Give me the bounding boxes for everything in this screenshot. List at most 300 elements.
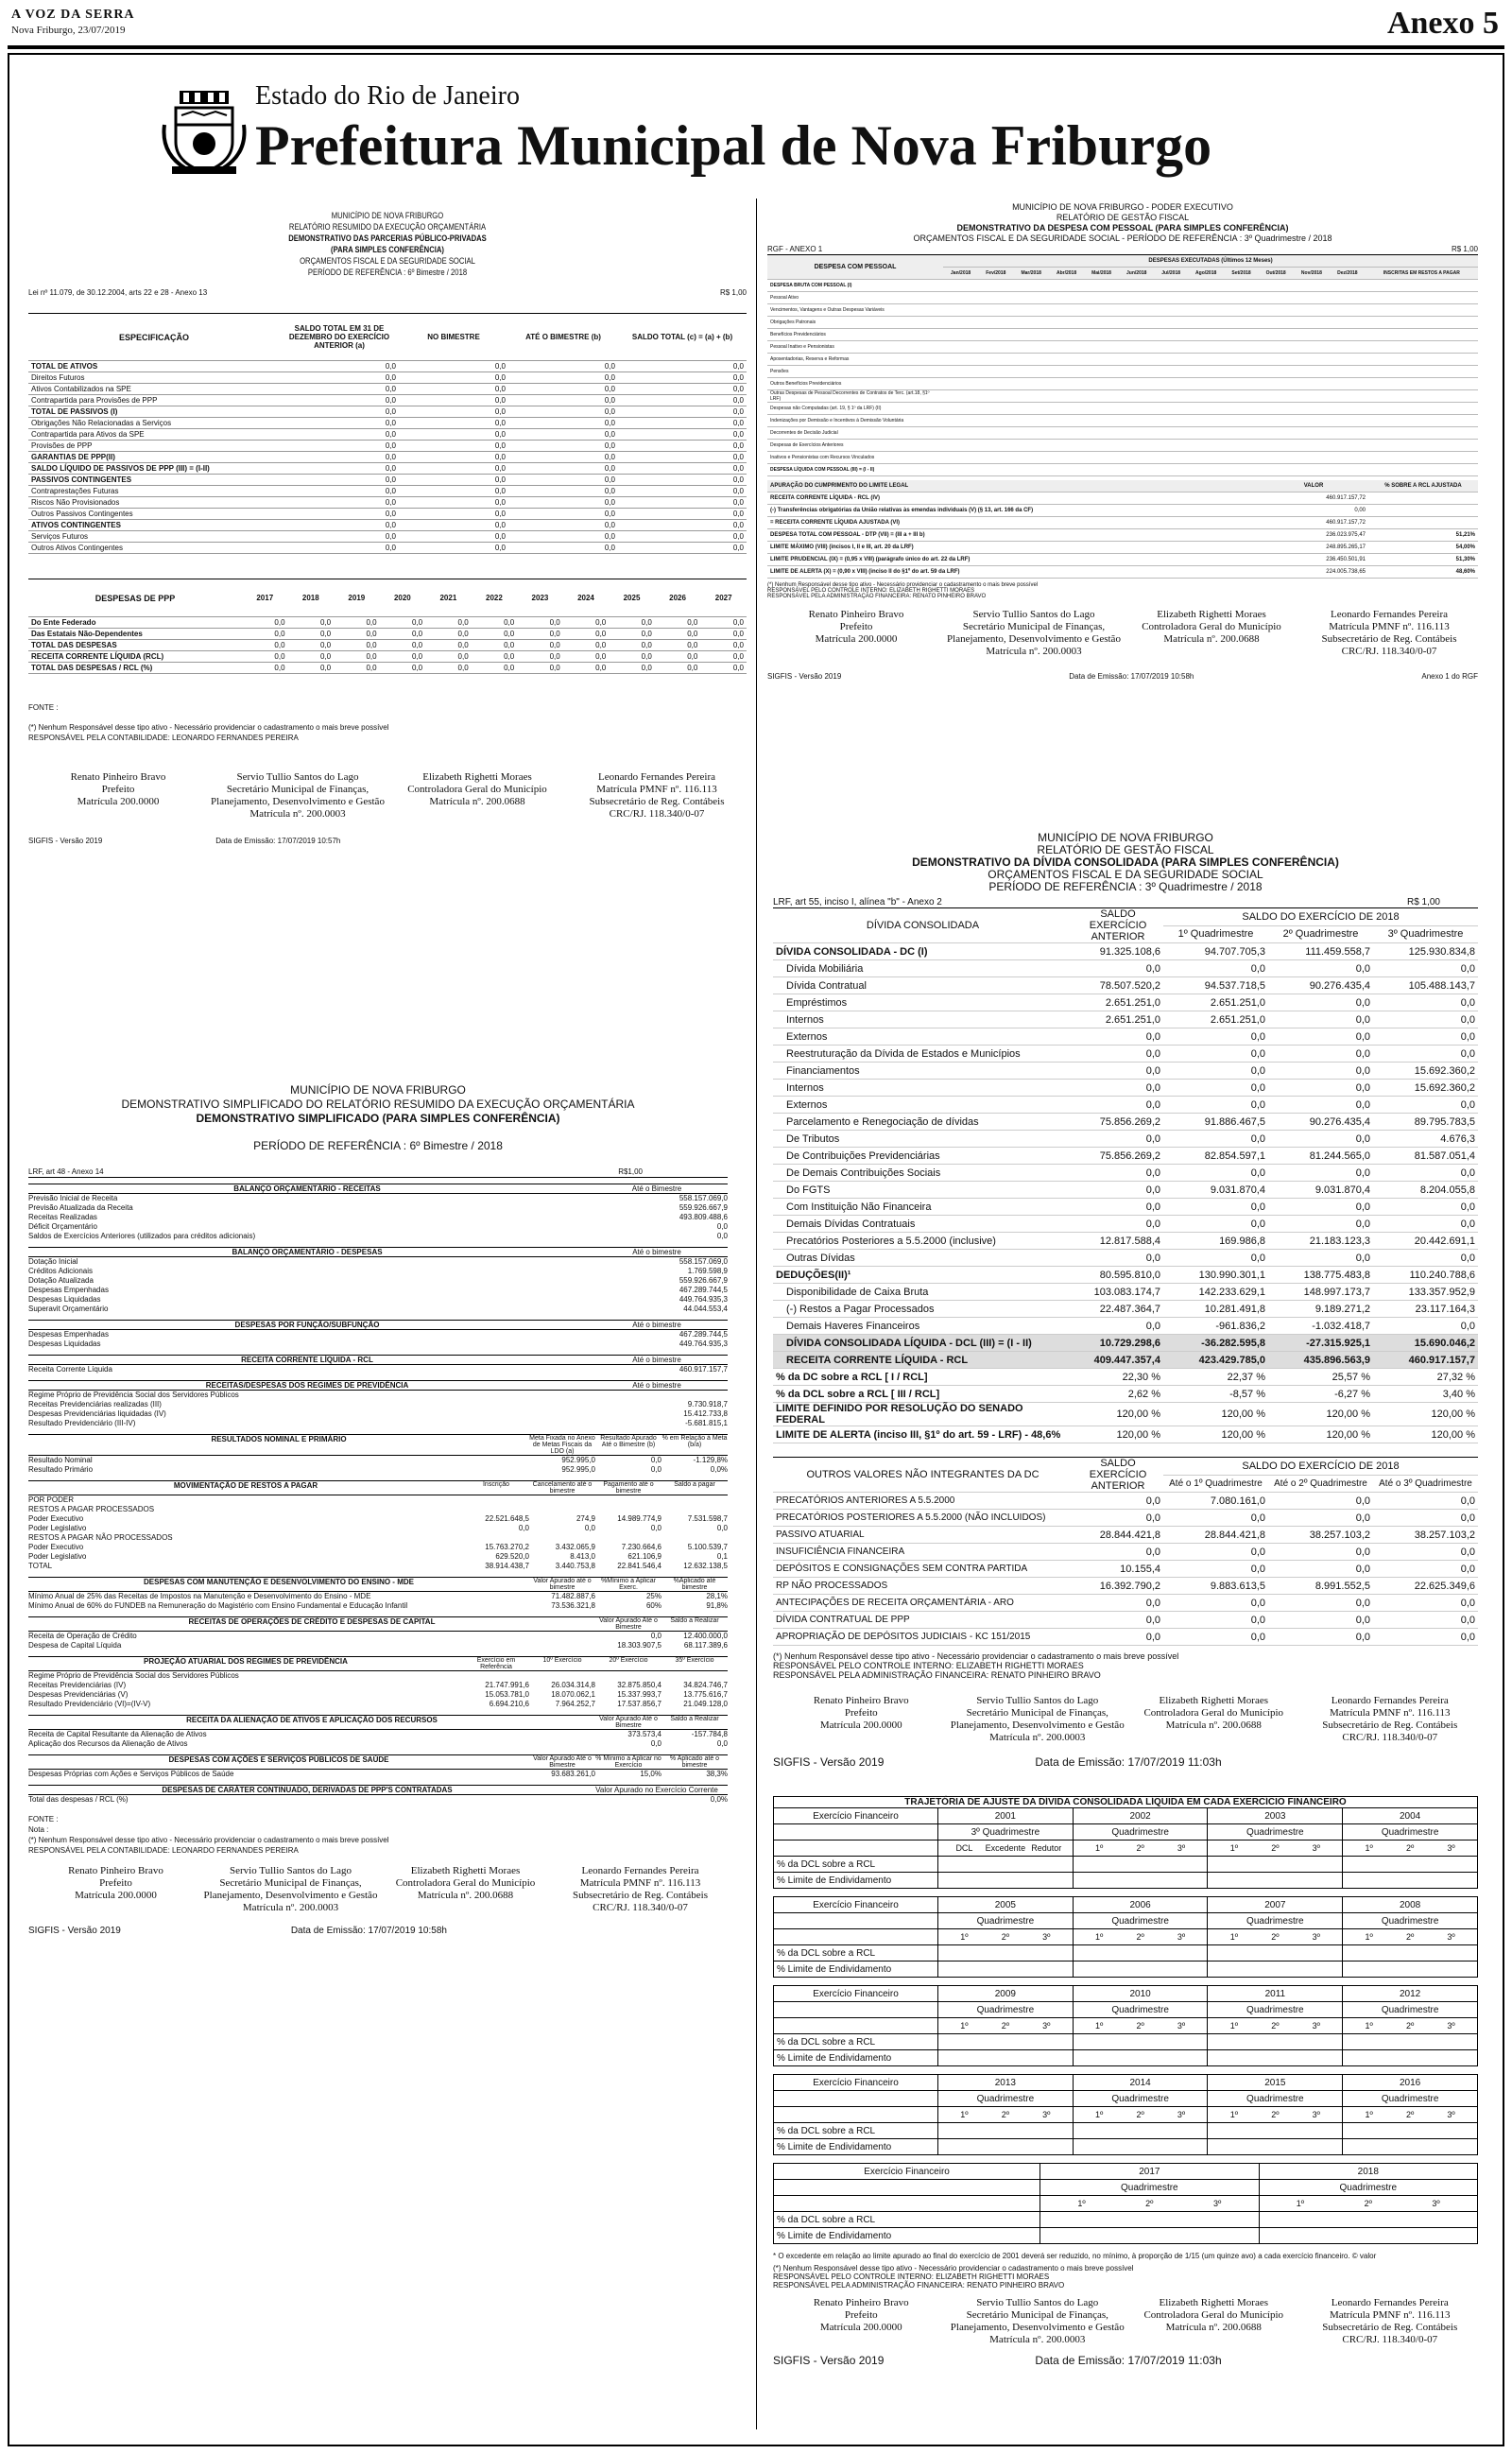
simp-sigfis: SIGFIS - Versão 2019 xyxy=(28,1926,121,1936)
item-value: 559.926.667,9 xyxy=(679,1276,728,1285)
item-value: 449.764.935,3 xyxy=(679,1295,728,1304)
cell-value xyxy=(1084,390,1119,403)
cell-value: 0,0 xyxy=(517,651,563,663)
ppp-col-spec: ESPECIFICAÇÃO xyxy=(28,314,280,361)
cell-value: 7.080.161,0 xyxy=(1163,1493,1268,1510)
traj-year: 2009 xyxy=(938,1986,1074,2002)
row-label: Pensões xyxy=(767,366,943,378)
traj-cell xyxy=(1343,1945,1478,1961)
traj-cell xyxy=(1073,2034,1208,2050)
cell-value: 0,0 xyxy=(280,406,399,418)
cell-value xyxy=(1259,378,1294,390)
cell-value xyxy=(1155,390,1188,403)
list-item xyxy=(28,1671,728,1681)
traj-year-row xyxy=(774,1808,1478,1824)
pes-limits-col1: VALOR xyxy=(1259,480,1368,493)
cell-value: 94.537.718,5 xyxy=(1163,977,1268,994)
cell-value: 38.257.103,2 xyxy=(1268,1527,1373,1544)
row-label: Contrapartida para Ativos da SPE xyxy=(28,429,280,441)
row-label: Parcelamento e Renegociação de dívidas xyxy=(773,1114,1073,1131)
section-title: MOVIMENTAÇÃO DE RESTOS A PAGAR xyxy=(173,1481,318,1490)
item-value: 34.824.746,7 xyxy=(683,1681,728,1689)
item-value xyxy=(595,1505,662,1514)
traj-sub-label: Redutor xyxy=(1031,1842,1062,1853)
table-row xyxy=(28,361,747,372)
cell-value: 0,0 xyxy=(399,395,508,406)
row-value: 460.917.157,72 xyxy=(1259,493,1368,505)
list-item xyxy=(28,1222,728,1232)
simplified-report xyxy=(28,1083,728,1936)
cell-value xyxy=(1259,390,1294,403)
cell-value xyxy=(943,366,978,378)
traj-cell xyxy=(1073,2139,1208,2155)
cell-value: 0,0 xyxy=(472,663,518,674)
row-label: INSUFICIÊNCIA FINANCEIRA xyxy=(773,1544,1073,1561)
cell-value: 130.990.301,1 xyxy=(1163,1267,1268,1284)
cell-value: 111.459.558,7 xyxy=(1268,943,1373,960)
cell-value xyxy=(1119,280,1155,292)
cell-value xyxy=(1294,415,1330,427)
traj-quad: Quadrimestre xyxy=(938,2002,1074,2018)
item-value: 0,0 xyxy=(650,1465,662,1474)
cell-value: 75.856.269,2 xyxy=(1073,1114,1163,1131)
traj-row-label: % da DCL sobre a RCL xyxy=(774,2212,1040,2228)
cell-value xyxy=(1188,280,1225,292)
table-row xyxy=(773,1352,1478,1369)
cell-value: 90.276.435,4 xyxy=(1268,1114,1373,1131)
row-label: Despesas não Computadas (art. 19, § 1º da LRF) (II) xyxy=(767,403,943,415)
traj-quad-row xyxy=(774,1913,1478,1929)
traj-sub-label: 3º xyxy=(1312,2020,1320,2031)
item-value: 629.520,0 xyxy=(495,1552,529,1561)
traj-year: 2015 xyxy=(1208,2075,1343,2091)
cell-value: 2.651.251,0 xyxy=(1073,994,1163,1011)
cell-value xyxy=(1084,415,1119,427)
cell-value xyxy=(1155,292,1188,304)
traj-row-label: % da DCL sobre a RCL xyxy=(774,2123,938,2139)
cell-value xyxy=(1366,329,1478,341)
traj-quad: Quadrimestre xyxy=(1073,1913,1208,1929)
cell-value: 15.690.046,2 xyxy=(1373,1335,1478,1352)
table-row xyxy=(28,617,747,629)
ppp-h5: ORÇAMENTOS FISCAL E DA SEGURIDADE SOCIAL xyxy=(300,256,475,266)
traj-sub-label: 3º xyxy=(1177,1931,1186,1942)
cell-value: 0,0 xyxy=(1373,1612,1478,1629)
cell-value: 0,0 xyxy=(1073,1250,1163,1267)
table-row xyxy=(767,366,1478,378)
cell-value xyxy=(1049,280,1084,292)
dc-h2: RELATÓRIO DE GESTÃO FISCAL xyxy=(1037,843,1214,856)
cell-value xyxy=(1294,280,1330,292)
cell-value xyxy=(1119,304,1155,317)
cell-value: 0,0 xyxy=(508,543,618,554)
signature-secretary: Servio Tullio Santos do Lago Secretário Municipal de Finanças, Planejamento, Desenvolvimento e Gestão Matrícula nº. 200.0003 xyxy=(203,1865,378,1913)
cell-value: 0,0 xyxy=(1073,960,1163,977)
list-item xyxy=(28,1601,728,1611)
item-label: Créditos Adicionais xyxy=(28,1267,94,1275)
cell-value: 0,0 xyxy=(1373,1216,1478,1233)
cell-value xyxy=(1259,452,1294,464)
cell-value: 0,0 xyxy=(280,384,399,395)
traj-row-label: % da DCL sobre a RCL xyxy=(774,2034,938,2050)
list-item xyxy=(28,1700,728,1709)
table-row xyxy=(773,1182,1478,1199)
cell-value: 0,0 xyxy=(280,543,399,554)
row-label: Do FGTS xyxy=(773,1182,1073,1199)
traj-year: 2013 xyxy=(938,2075,1074,2091)
traj-sub xyxy=(1040,2196,1259,2212)
list-item xyxy=(28,1690,728,1700)
month-header: Fev/2018 xyxy=(978,268,1013,280)
item-value xyxy=(529,1671,595,1681)
table-row xyxy=(767,390,1478,403)
traj-sub-label: 3º xyxy=(1447,2020,1455,2031)
cell-value: 0,0 xyxy=(1163,1595,1268,1612)
cell-value: 0,0 xyxy=(280,463,399,475)
cell-value: 0,0 xyxy=(1073,1216,1163,1233)
cell-value xyxy=(1294,427,1330,440)
cell-value: 0,0 xyxy=(280,520,399,531)
cell-value: 0,0 xyxy=(399,497,508,509)
cell-value xyxy=(1330,378,1366,390)
cell-value xyxy=(1330,452,1366,464)
section-col: Saldo a Realizar xyxy=(670,1716,719,1722)
cell-value: 0,0 xyxy=(517,629,563,640)
cell-value: 0,0 xyxy=(1163,1046,1268,1063)
traj-cell xyxy=(1259,2228,1477,2244)
traj-cell xyxy=(938,1961,1074,1978)
item-value: 73.536.321,8 xyxy=(551,1601,595,1610)
cell-value: 0,0 xyxy=(1163,1629,1268,1646)
cell-value xyxy=(1084,304,1119,317)
cell-value: 0,0 xyxy=(508,463,618,475)
traj-sub-label: 1º xyxy=(960,2020,969,2031)
traj-sub-label: 1º xyxy=(1229,2109,1239,2119)
cell-value xyxy=(1294,440,1330,452)
cell-value: 133.357.952,9 xyxy=(1373,1284,1478,1301)
row-label: De Demais Contribuições Sociais xyxy=(773,1165,1073,1182)
cell-value: 0,0 xyxy=(399,372,508,384)
item-label: Déficit Orçamentário xyxy=(28,1222,97,1231)
traj-data-row xyxy=(774,2139,1478,2155)
cell-value xyxy=(1366,378,1478,390)
traj-quad: Quadrimestre xyxy=(1040,2180,1259,2196)
table-row xyxy=(767,542,1478,554)
section-title: DESPESAS COM AÇÕES E SERVIÇOS PÚBLICOS DE SAÚDE xyxy=(168,1755,389,1764)
cell-value: 0,0 xyxy=(425,663,472,674)
item-value: 17.537.856,7 xyxy=(617,1700,662,1708)
cell-value xyxy=(1084,427,1119,440)
traj-cell xyxy=(1343,2139,1478,2155)
section-col: 35º Exercício xyxy=(675,1657,714,1664)
month-header: Dez/2018 xyxy=(1330,268,1366,280)
cell-value xyxy=(943,280,978,292)
cell-value: 9.883.613,5 xyxy=(1163,1578,1268,1595)
traj-ef-label: Exercício Financeiro xyxy=(774,2164,1040,2180)
traj-data-row xyxy=(774,2123,1478,2139)
traj-foot4: RESPONSÁVEL PELA ADMINISTRAÇÃO FINANCEIRA: RENATO PINHEIRO BRAVO xyxy=(773,2281,1065,2290)
cell-value: 0,0 xyxy=(280,441,399,452)
row-label: Aposentadorias, Reserva e Reformas xyxy=(767,354,943,366)
cell-value: 0,0 xyxy=(508,429,618,441)
cell-value xyxy=(1049,390,1084,403)
section-col: Cancelamento até o bimestre xyxy=(532,1481,593,1495)
traj-sub-label: 2º xyxy=(1271,1842,1280,1853)
table-row xyxy=(773,977,1478,994)
item-label: Regime Próprio de Previdência Social dos Servidores Públicos xyxy=(28,1391,239,1399)
item-label: Mínimo Anual de 25% das Receitas de Impostos na Manutenção e Desenvolvimento do Ensino - MDE xyxy=(28,1592,371,1600)
cell-value xyxy=(1155,440,1188,452)
traj-cell xyxy=(938,2034,1074,2050)
traj-sub xyxy=(1259,2196,1477,2212)
item-value xyxy=(529,1495,595,1505)
cell-value xyxy=(1049,329,1084,341)
traj-quad: Quadrimestre xyxy=(1343,2091,1478,2107)
traj-quad: Quadrimestre xyxy=(1073,1824,1208,1840)
item-label: Poder Executivo xyxy=(28,1543,84,1551)
table-row xyxy=(28,497,747,509)
dc-col-saldo: SALDO DO EXERCÍCIO DE 2018 xyxy=(1163,908,1478,926)
traj-sub xyxy=(1343,1840,1478,1857)
traj-sub-label: 3º xyxy=(1447,1842,1455,1853)
cell-value xyxy=(1119,317,1155,329)
cell-value xyxy=(1188,440,1225,452)
traj-sub xyxy=(1208,2018,1343,2034)
cell-value: 27,32 % xyxy=(1373,1369,1478,1386)
list-item xyxy=(28,1339,728,1349)
cell-value xyxy=(978,329,1013,341)
cell-value: 0,0 xyxy=(399,452,508,463)
cell-value xyxy=(1225,317,1259,329)
section-title: RECEITAS DE OPERAÇÕES DE CRÉDITO E DESPESAS DE CAPITAL xyxy=(188,1617,436,1626)
ppp-fonte: FONTE : xyxy=(28,703,59,712)
cell-value xyxy=(1155,464,1188,476)
cell-value: 0,0 xyxy=(508,531,618,543)
item-value: 38.914.438,7 xyxy=(485,1562,529,1570)
cell-value: 0,0 xyxy=(1268,1063,1373,1080)
item-value: 0,0 xyxy=(650,1632,662,1640)
row-label: Contrapartida para Provisões de PPP xyxy=(28,395,280,406)
dc-law: LRF, art 55, inciso I, alínea "b" - Anexo 2 xyxy=(773,897,942,907)
traj-sub-label: 2º xyxy=(1405,1842,1415,1853)
cell-value: 0,0 xyxy=(609,629,655,640)
ppp-col-nobim: NO BIMESTRE xyxy=(399,314,508,361)
year-header: 2022 xyxy=(472,579,518,617)
cell-value: -36.282.595,8 xyxy=(1163,1335,1268,1352)
cell-value: 0,0 xyxy=(1268,1544,1373,1561)
table-row xyxy=(767,317,1478,329)
table-row xyxy=(767,427,1478,440)
cell-value xyxy=(1188,304,1225,317)
simp-section xyxy=(28,1656,728,1709)
cell-value: 0,0 xyxy=(1268,1510,1373,1527)
traj-sub-label: 1º xyxy=(1229,1842,1239,1853)
cell-value xyxy=(1188,378,1225,390)
cell-value xyxy=(1013,378,1049,390)
pes-h3: DEMONSTRATIVO DA DESPESA COM PESSOAL (PARA SIMPLES CONFERÊNCIA) xyxy=(956,223,1289,233)
cell-value: 120,00 % xyxy=(1268,1426,1373,1443)
signature-secretary: Servio Tullio Santos do Lago Secretário Municipal de Finanças, Planejamento, Desenvolvimento e Gestão Matrícula nº. 200.0003 xyxy=(950,1695,1125,1743)
cell-value xyxy=(1366,292,1478,304)
traj-sub-label: 1º xyxy=(1365,1842,1373,1853)
table-row xyxy=(773,960,1478,977)
cell-value: 25,57 % xyxy=(1268,1369,1373,1386)
pes-h2: RELATÓRIO DE GESTÃO FISCAL xyxy=(1056,213,1190,222)
table-row xyxy=(767,440,1478,452)
row-label: Financiamentos xyxy=(773,1063,1073,1080)
table-row xyxy=(767,403,1478,415)
item-value: 3.432.065,9 xyxy=(555,1543,595,1551)
traj-cell xyxy=(938,1873,1074,1889)
cell-value xyxy=(1366,280,1478,292)
signature-mayor: Renato Pinheiro Bravo Prefeito Matrícula 200.0000 xyxy=(808,609,904,645)
row-label: Outros Passivos Contingentes xyxy=(28,509,280,520)
traj-sub-label: 2º xyxy=(1405,2109,1415,2119)
ppp-col-ate: ATÉ O BIMESTRE (b) xyxy=(508,314,618,361)
item-value: 0,0 xyxy=(650,1739,662,1748)
cell-value: 0,0 xyxy=(1373,1595,1478,1612)
cell-value: 0,0 xyxy=(425,640,472,651)
section-col: Exercício em Referência xyxy=(476,1657,516,1670)
cell-value: 460.917.157,7 xyxy=(1373,1352,1478,1369)
cell-value xyxy=(1188,415,1225,427)
traj-foot3: RESPONSÁVEL PELO CONTROLE INTERNO: ELIZABETH RIGHETTI MORAES xyxy=(773,2273,1050,2281)
table-row xyxy=(773,1301,1478,1318)
ppp-header xyxy=(82,210,693,278)
traj-signatures xyxy=(773,2297,1478,2346)
section-title: RECEITA CORRENTE LÍQUIDA - RCL xyxy=(241,1356,373,1364)
cell-value xyxy=(1259,415,1294,427)
cell-value: 120,00 % xyxy=(1373,1403,1478,1426)
cell-value xyxy=(1294,464,1330,476)
row-label: De Contribuições Previdenciárias xyxy=(773,1148,1073,1165)
pes-col-title: DESPESA COM PESSOAL xyxy=(767,255,943,280)
cell-value: 0,0 xyxy=(399,475,508,486)
cell-value xyxy=(1119,390,1155,403)
cell-value: 0,0 xyxy=(1163,1131,1268,1148)
cell-value: 8.204.055,8 xyxy=(1373,1182,1478,1199)
cell-value: 0,0 xyxy=(618,520,747,531)
traj-year: 2010 xyxy=(1073,1986,1208,2002)
cell-value xyxy=(1049,378,1084,390)
pes-anexo: Anexo 1 do RGF xyxy=(1421,672,1478,681)
cell-value: 0,0 xyxy=(1373,1544,1478,1561)
row-label: Externos xyxy=(773,1097,1073,1114)
cell-value: 120,00 % xyxy=(1073,1426,1163,1443)
traj-sub xyxy=(1208,1929,1343,1945)
cell-value xyxy=(1013,317,1049,329)
cell-value xyxy=(1330,427,1366,440)
cell-value xyxy=(943,304,978,317)
cell-value: 0,0 xyxy=(380,663,426,674)
cell-value: 0,0 xyxy=(1373,994,1478,1011)
section-col: Valor Apurado até o bimestre xyxy=(533,1578,592,1591)
cell-value: 0,0 xyxy=(472,629,518,640)
row-label: LIMITE DE ALERTA (X) = (0,90 x VIII) (inciso II do §1º do art. 59 da LRF) xyxy=(767,566,1259,579)
cell-value: 0,0 xyxy=(280,372,399,384)
item-value: 9.730.918,7 xyxy=(687,1400,728,1408)
table-row xyxy=(773,1318,1478,1335)
table-row xyxy=(767,354,1478,366)
item-label: Despesas Previdenciárias liquidadas (IV) xyxy=(28,1409,166,1418)
list-item xyxy=(28,1257,728,1267)
cell-value: 0,0 xyxy=(563,629,610,640)
simp-section xyxy=(28,1355,728,1374)
traj-sub-label: 2º xyxy=(1364,2198,1372,2208)
cell-value: 0,0 xyxy=(1073,1629,1163,1646)
cell-value: 0,0 xyxy=(280,418,399,429)
cell-value: 0,0 xyxy=(618,486,747,497)
dc-outros-table xyxy=(773,1457,1478,1646)
cell-value xyxy=(943,354,978,366)
traj-sub-label: 3º xyxy=(1177,2109,1186,2119)
month-header: Mar/2018 xyxy=(1013,268,1049,280)
cell-value: 8.991.552,5 xyxy=(1268,1578,1373,1595)
section-col: Saldo a Realizar xyxy=(670,1617,719,1624)
traj-sub-label: 2º xyxy=(1136,1931,1144,1942)
signature-controller: Elizabeth Righetti Moraes Controladora Geral do Município Matrícula nº. 200.0688 xyxy=(1143,2297,1284,2333)
section-col: Valor Apurado Até o Bimestre xyxy=(533,1755,592,1769)
traj-sub-label: 3º xyxy=(1312,1842,1320,1853)
cell-value: 103.083.174,7 xyxy=(1073,1284,1163,1301)
year-header: 2019 xyxy=(334,579,380,617)
cell-value: -8,57 % xyxy=(1163,1386,1268,1403)
traj-empty xyxy=(774,2002,938,2018)
cell-value xyxy=(978,415,1013,427)
month-header: Jul/2018 xyxy=(1155,268,1188,280)
cell-value xyxy=(978,280,1013,292)
cell-value xyxy=(1330,317,1366,329)
signature-accountant: Leonardo Fernandes Pereira Matrícula PMNF nº. 116.113 Subsecretário de Reg. Contábeis CRC/RJ. 118.340/0-07 xyxy=(573,1865,708,1913)
traj-sub-label: 1º xyxy=(1229,2020,1239,2031)
cell-value xyxy=(1225,415,1259,427)
ppp-note: (*) Nenhum Responsável desse tipo ativo - Necessário providenciar o cadastramento o mais breve possível xyxy=(28,723,389,732)
cell-value: 0,0 xyxy=(380,617,426,629)
traj-cell xyxy=(1040,2212,1259,2228)
traj-empty xyxy=(774,1913,938,1929)
section-title: DESPESAS DE CARÁTER CONTINUADO, DERIVADAS DE PPP'S CONTRATADAS xyxy=(162,1786,453,1794)
row-label: ATIVOS CONTINGENTES xyxy=(28,520,280,531)
row-label: Despesas de Exercícios Anteriores xyxy=(767,440,943,452)
row-label: APROPRIAÇÃO DE DEPÓSITOS JUDICIAIS - KC 151/2015 xyxy=(773,1629,1073,1646)
traj-year: 2017 xyxy=(1040,2164,1259,2180)
traj-sub xyxy=(1343,1929,1478,1945)
row-label: Ativos Contabilizados na SPE xyxy=(28,384,280,395)
section-title: RECEITA DA ALIENAÇÃO DE ATIVOS E APLICAÇÃO DOS RECURSOS xyxy=(186,1716,438,1724)
dc-table xyxy=(773,907,1478,1443)
traj-row-label: % da DCL sobre a RCL xyxy=(774,1945,938,1961)
cell-value: 0,0 xyxy=(1268,1131,1373,1148)
row-label: = RECEITA CORRENTE LÍQUIDA AJUSTADA (VI) xyxy=(767,517,1259,529)
item-value: 93.683.261,0 xyxy=(551,1770,595,1778)
cell-value: 0,0 xyxy=(399,406,508,418)
row-percent: 48,60% xyxy=(1368,566,1478,579)
cell-value xyxy=(1119,440,1155,452)
section-header xyxy=(28,1785,728,1795)
cell-value: 0,0 xyxy=(618,384,747,395)
traj-cell xyxy=(1073,1945,1208,1961)
cell-value: 0,0 xyxy=(517,640,563,651)
cell-value: 0,0 xyxy=(1163,1080,1268,1097)
row-label: PASSIVOS CONTINGENTES xyxy=(28,475,280,486)
cell-value: 0,0 xyxy=(280,475,399,486)
table-row xyxy=(28,640,747,651)
row-label: TOTAL DE PASSIVOS (I) xyxy=(28,406,280,418)
signature-controller: Elizabeth Righetti Moraes Controladora Geral do Município Matrícula nº. 200.0688 xyxy=(1142,609,1281,645)
cell-value xyxy=(978,452,1013,464)
cell-value: 0,0 xyxy=(399,463,508,475)
cell-value xyxy=(1225,403,1259,415)
